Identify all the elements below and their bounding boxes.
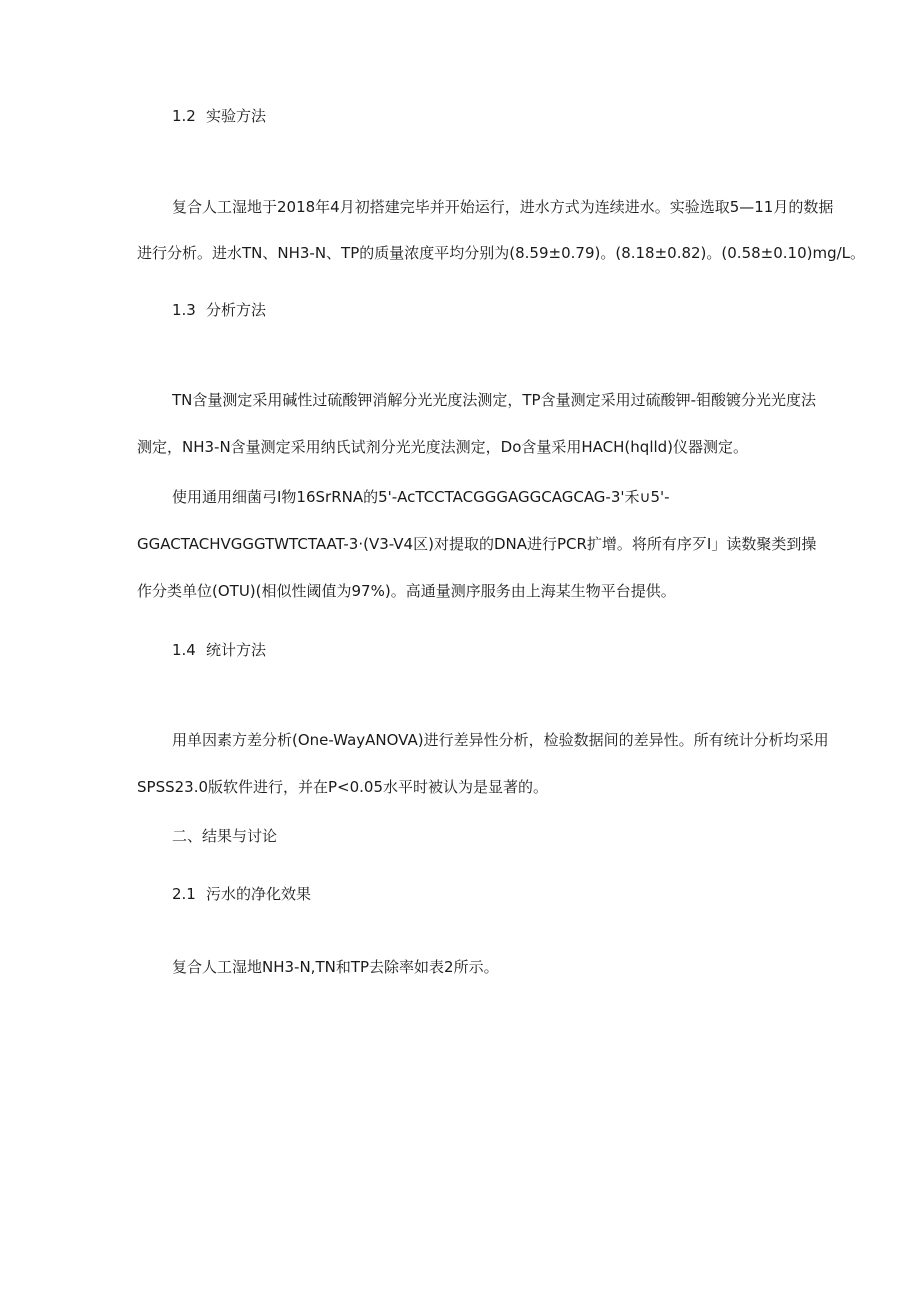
paragraph-line: 测定，NH3-N含量测定采用纳氏试剂分光光度法测定，Do含量采用HACH(hqlld)仪器测定。 — [137, 438, 749, 456]
paragraph-line: 使用通用细菌弓I物16SrRNA的5'-AcTCCTACGGGAGGCAGCAG-3'禾∪5'- — [172, 488, 670, 506]
section-number: 1.4 — [172, 641, 196, 659]
section-number: 1.2 — [172, 107, 196, 125]
paragraph-line: GGACTACHVGGGTWTCTAAT-3·(V3-V4区)对提取的DNA进行PCR扩增。将所有序歹I」读数聚类到操 — [137, 535, 817, 553]
paragraph-line: 复合人工湿地NH3-N,TN和TP去除率如表2所示。 — [172, 958, 499, 976]
chapter-heading-2: 二、结果与讨论 — [172, 827, 278, 845]
paragraph-line: SPSS23.0版软件进行，并在P<0.05水平时被认为是显著的。 — [137, 778, 549, 796]
section-title: 分析方法 — [206, 301, 267, 319]
section-heading-2-1 — [172, 884, 311, 904]
section-number: 2.1 — [172, 885, 196, 903]
section-heading-1-3 — [172, 300, 266, 320]
section-title: 实验方法 — [206, 107, 267, 125]
section-title: 统计方法 — [206, 641, 267, 659]
paragraph-line: TN含量测定采用碱性过硫酸钾消解分光光度法测定，TP含量测定采用过硫酸钾-钼酸镀分光光度法 — [172, 391, 817, 409]
section-title: 污水的净化效果 — [206, 885, 312, 903]
section-number: 1.3 — [172, 301, 196, 319]
paragraph-line: 作分类单位(OTU)(相似性阈值为97%)。高通量测序服务由上海某生物平台提供。 — [137, 582, 676, 600]
section-heading-1-4 — [172, 640, 266, 660]
section-heading-1-2 — [172, 106, 266, 126]
paragraph-line: 复合人工湿地于2018年4月初搭建完毕并开始运行，进水方式为连续进水。实验选取5—11月的数据 — [172, 198, 834, 216]
paragraph-line: 用单因素方差分析(One-WayANOVA)进行差异性分析，检验数据间的差异性。所有统计分析均采用 — [172, 731, 829, 749]
paragraph-line: 进行分析。进水TN、NH3-N、TP的质量浓度平均分别为(8.59±0.79)。(8.18±0.82)。(0.58±0.10)mg/L。 — [137, 244, 866, 262]
